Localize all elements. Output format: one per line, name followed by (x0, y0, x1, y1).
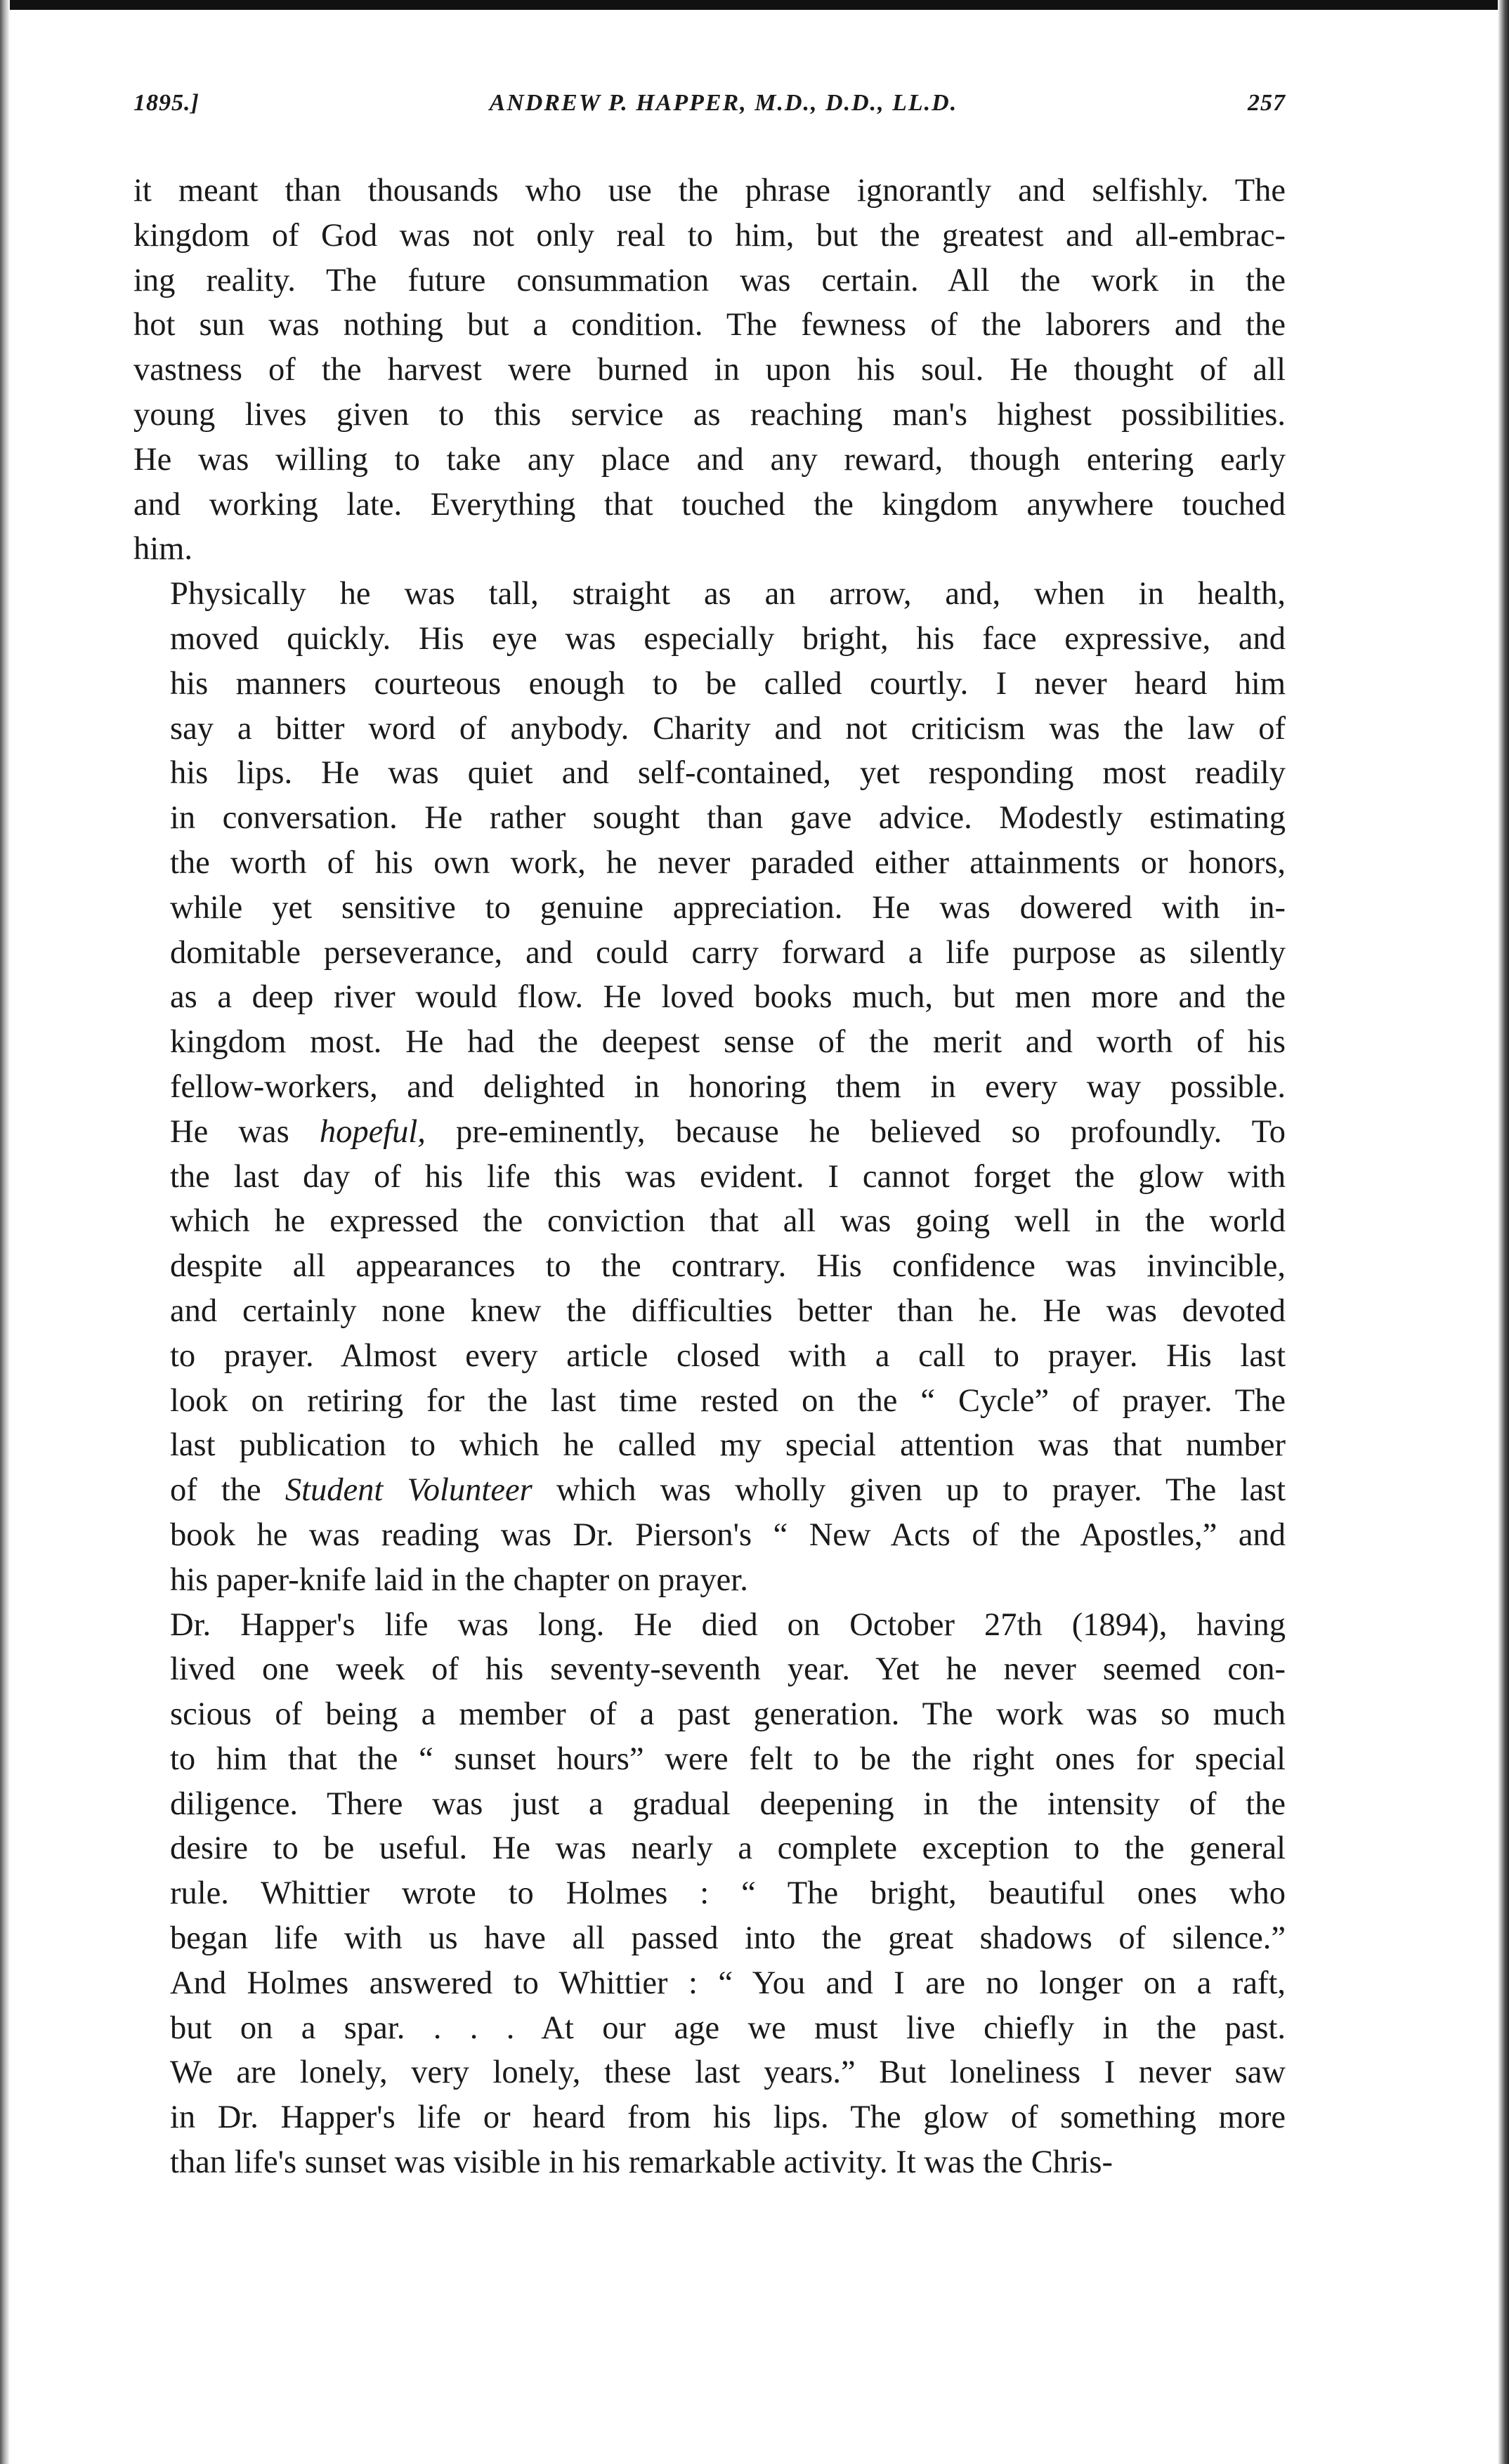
running-header (133, 90, 1286, 132)
text-line: last publication to which he called my special attention was that number (170, 1427, 1286, 1464)
text-line: lived one week of his seventy-seventh year. Yet he never seemed con- (170, 1651, 1286, 1688)
text-line: it meant than thousands who use the phrase ignorantly and selfishly. The (133, 173, 1286, 209)
text-line: vastness of the harvest were burned in upon his soul. He thought of all (133, 352, 1286, 388)
text-line: And Holmes answered to Whittier : “ You and I are no longer on a raft, (170, 1965, 1286, 2001)
text-line: moved quickly. His eye was especially bright, his face expressive, and (170, 620, 1286, 657)
text-line: but on a spar. . . . At our age we must live chiefly in the past. (170, 2010, 1286, 2046)
text-line: look on retiring for the last time rested on the “ Cycle” of prayer. The (170, 1382, 1286, 1419)
paragraph (133, 572, 1286, 1602)
header-title: ANDREW P. HAPPER, M.D., D.D., LL.D. (489, 90, 958, 116)
text-line: and working late. Everything that touched the kingdom anywhere touched (133, 486, 1286, 523)
text-line: fellow-workers, and delighted in honoring them in every way possible. (170, 1068, 1286, 1105)
text-line: began life with us have all passed into the great shadows of silence.” (170, 1920, 1286, 1957)
text-line: his manners courteous enough to be called courtly. I never heard him (170, 665, 1286, 702)
text-line: ing reality. The future consummation was certain. All the work in the (133, 262, 1286, 299)
text-line: kingdom most. He had the deepest sense of the merit and worth of his (170, 1024, 1286, 1061)
text-line: him. (133, 531, 192, 568)
scan-border-right (1498, 0, 1509, 2464)
text-line: young lives given to this service as reaching man's highest possibilities. (133, 396, 1286, 433)
text-line: the worth of his own work, he never paraded either attainments or honors, (170, 844, 1286, 881)
text-line: He was willing to take any place and any reward, though entering early (133, 441, 1286, 478)
text-line: book he was reading was Dr. Pierson's “ New Acts of the Apostles,” and (170, 1516, 1286, 1553)
text-line: his paper-knife laid in the chapter on prayer. (170, 1561, 748, 1598)
text-line: despite all appearances to the contrary. His confidence was invincible, (170, 1248, 1286, 1285)
text-line: than life's sunset was visible in his remarkable activity. It was the Chris- (170, 2144, 1113, 2181)
text-line: the last day of his life this was evident. I cannot forget the glow with (170, 1158, 1286, 1195)
text-line: diligence. There was just a gradual deepening in the intensity of the (170, 1785, 1286, 1822)
text-line: say a bitter word of anybody. Charity and not criticism was the law of (170, 710, 1286, 747)
text-line: rule. Whittier wrote to Holmes : “ The bright, beautiful ones who (170, 1875, 1286, 1912)
text-line: kingdom of God was not only real to him, but the greatest and all-embrac- (133, 217, 1286, 254)
text-line: We are lonely, very lonely, these last years.” But loneliness I never saw (170, 2055, 1286, 2091)
text-line: desire to be useful. He was nearly a complete exception to the general (170, 1830, 1286, 1867)
text-line: to him that the “ sunset hours” were felt to be the right ones for special (170, 1741, 1286, 1777)
text-line: which he expressed the conviction that all was going well in the world (170, 1203, 1286, 1240)
text-line: scious of being a member of a past generation. The work was so much (170, 1696, 1286, 1733)
text-line: his lips. He was quiet and self-contained, yet responding most readily (170, 755, 1286, 792)
text-line: Physically he was tall, straight as an arrow, and, when in health, (170, 576, 1286, 612)
book-page (133, 90, 1286, 2185)
text-line: Dr. Happer's life was long. He died on October 27th (1894), having (170, 1606, 1286, 1643)
text-line: in Dr. Happer's life or heard from his lips. The glow of something more (170, 2099, 1286, 2136)
body-text (133, 169, 1286, 2185)
text-line: of the Student Volunteer which was wholly given up to prayer. The last (170, 1472, 1286, 1509)
text-line: while yet sensitive to genuine appreciation. He was dowered with in- (170, 889, 1286, 926)
text-line: He was hopeful, pre-eminently, because he believed so profoundly. To (170, 1113, 1286, 1150)
text-line: hot sun was nothing but a condition. The fewness of the laborers and the (133, 307, 1286, 343)
text-line: in conversation. He rather sought than gave advice. Modestly estimating (170, 800, 1286, 837)
text-line: domitable perseverance, and could carry forward a life purpose as silently (170, 934, 1286, 971)
text-line: and certainly none knew the difficulties better than he. He was devoted (170, 1292, 1286, 1329)
paragraph (133, 1603, 1286, 2185)
scan-border-top (0, 0, 1509, 10)
text-line: to prayer. Almost every article closed with a call to prayer. His last (170, 1337, 1286, 1374)
paragraph (133, 169, 1286, 572)
text-line: as a deep river would flow. He loved books much, but men more and the (170, 979, 1286, 1016)
scan-border-left (0, 0, 10, 2464)
header-year: 1895.] (133, 90, 200, 116)
page-number: 257 (1247, 90, 1286, 116)
